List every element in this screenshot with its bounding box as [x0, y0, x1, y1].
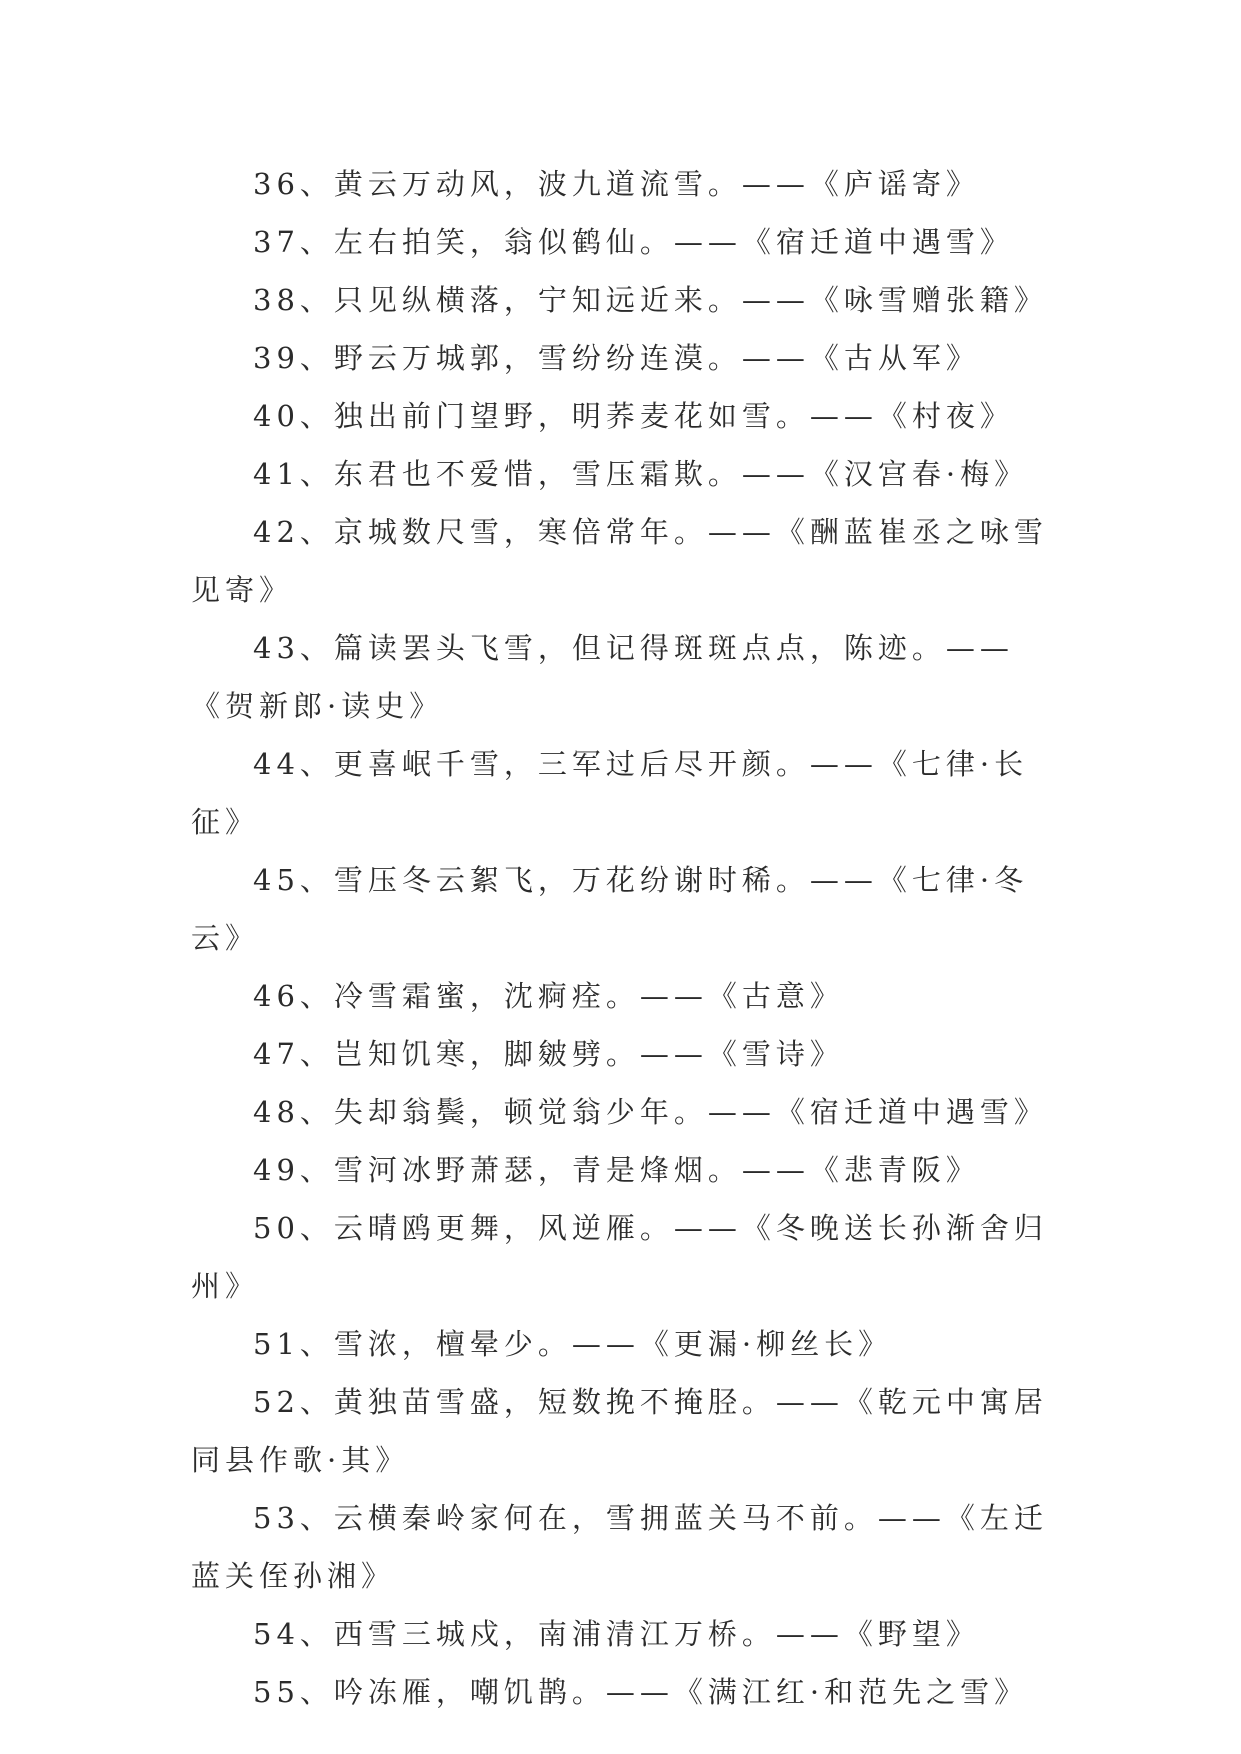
poem-line-48: 48、失却翁鬓，顿觉翁少年。——《宿迁道中遇雪》	[253, 1095, 1048, 1129]
poem-line-37: 37、左右拍笑，翁似鹤仙。——《宿迁道中遇雪》	[253, 225, 1014, 259]
poem-line-42: 42、京城数尺雪，寒倍常年。——《酬蓝崔丞之咏雪见寄》	[191, 515, 1048, 607]
poem-line-54: 54、西雪三城戍，南浦清江万桥。——《野望》	[253, 1617, 980, 1651]
poem-line-46: 46、冷雪霜蜜，沈痾痊。——《古意》	[253, 979, 844, 1013]
poem-line-44: 44、更喜岷千雪，三军过后尽开颜。——《七律·长征》	[191, 747, 1029, 839]
poem-line-49: 49、雪河冰野萧瑟，青是烽烟。——《悲青阪》	[253, 1153, 980, 1187]
poem-line-50: 50、云晴鸥更舞，风逆雁。——《冬晚送长孙渐舍归州》	[191, 1211, 1048, 1303]
poem-line-53: 53、云横秦岭家何在，雪拥蓝关马不前。——《左迁蓝关侄孙湘》	[191, 1501, 1048, 1593]
poem-line-55: 55、吟冻雁，嘲饥鹊。——《满江红·和范先之雪》	[253, 1675, 1029, 1709]
poem-line-38: 38、只见纵横落，宁知远近来。——《咏雪赠张籍》	[253, 283, 1048, 317]
poem-list	[191, 155, 1053, 1721]
poem-line-39: 39、野云万城郭，雪纷纷连漠。——《古从军》	[253, 341, 980, 375]
poem-line-45: 45、雪压冬云絮飞，万花纷谢时稀。——《七律·冬云》	[191, 863, 1029, 955]
poem-line-43: 43、篇读罢头飞雪，但记得斑斑点点，陈迹。——《贺新郎·读史》	[191, 631, 1014, 723]
poem-line-36: 36、黄云万动风，波九道流雪。——《庐谣寄》	[253, 167, 980, 201]
poem-line-41: 41、东君也不爱惜，雪压霜欺。——《汉宫春·梅》	[253, 457, 1029, 491]
poem-line-51: 51、雪浓，檀晕少。——《更漏·柳丝长》	[253, 1327, 893, 1361]
poem-line-52: 52、黄独苗雪盛，短数挽不掩胫。——《乾元中寓居同县作歌·其》	[191, 1385, 1048, 1477]
poem-line-47: 47、岂知饥寒，脚皴劈。——《雪诗》	[253, 1037, 844, 1071]
poem-line-40: 40、独出前门望野，明荞麦花如雪。——《村夜》	[253, 399, 1014, 433]
